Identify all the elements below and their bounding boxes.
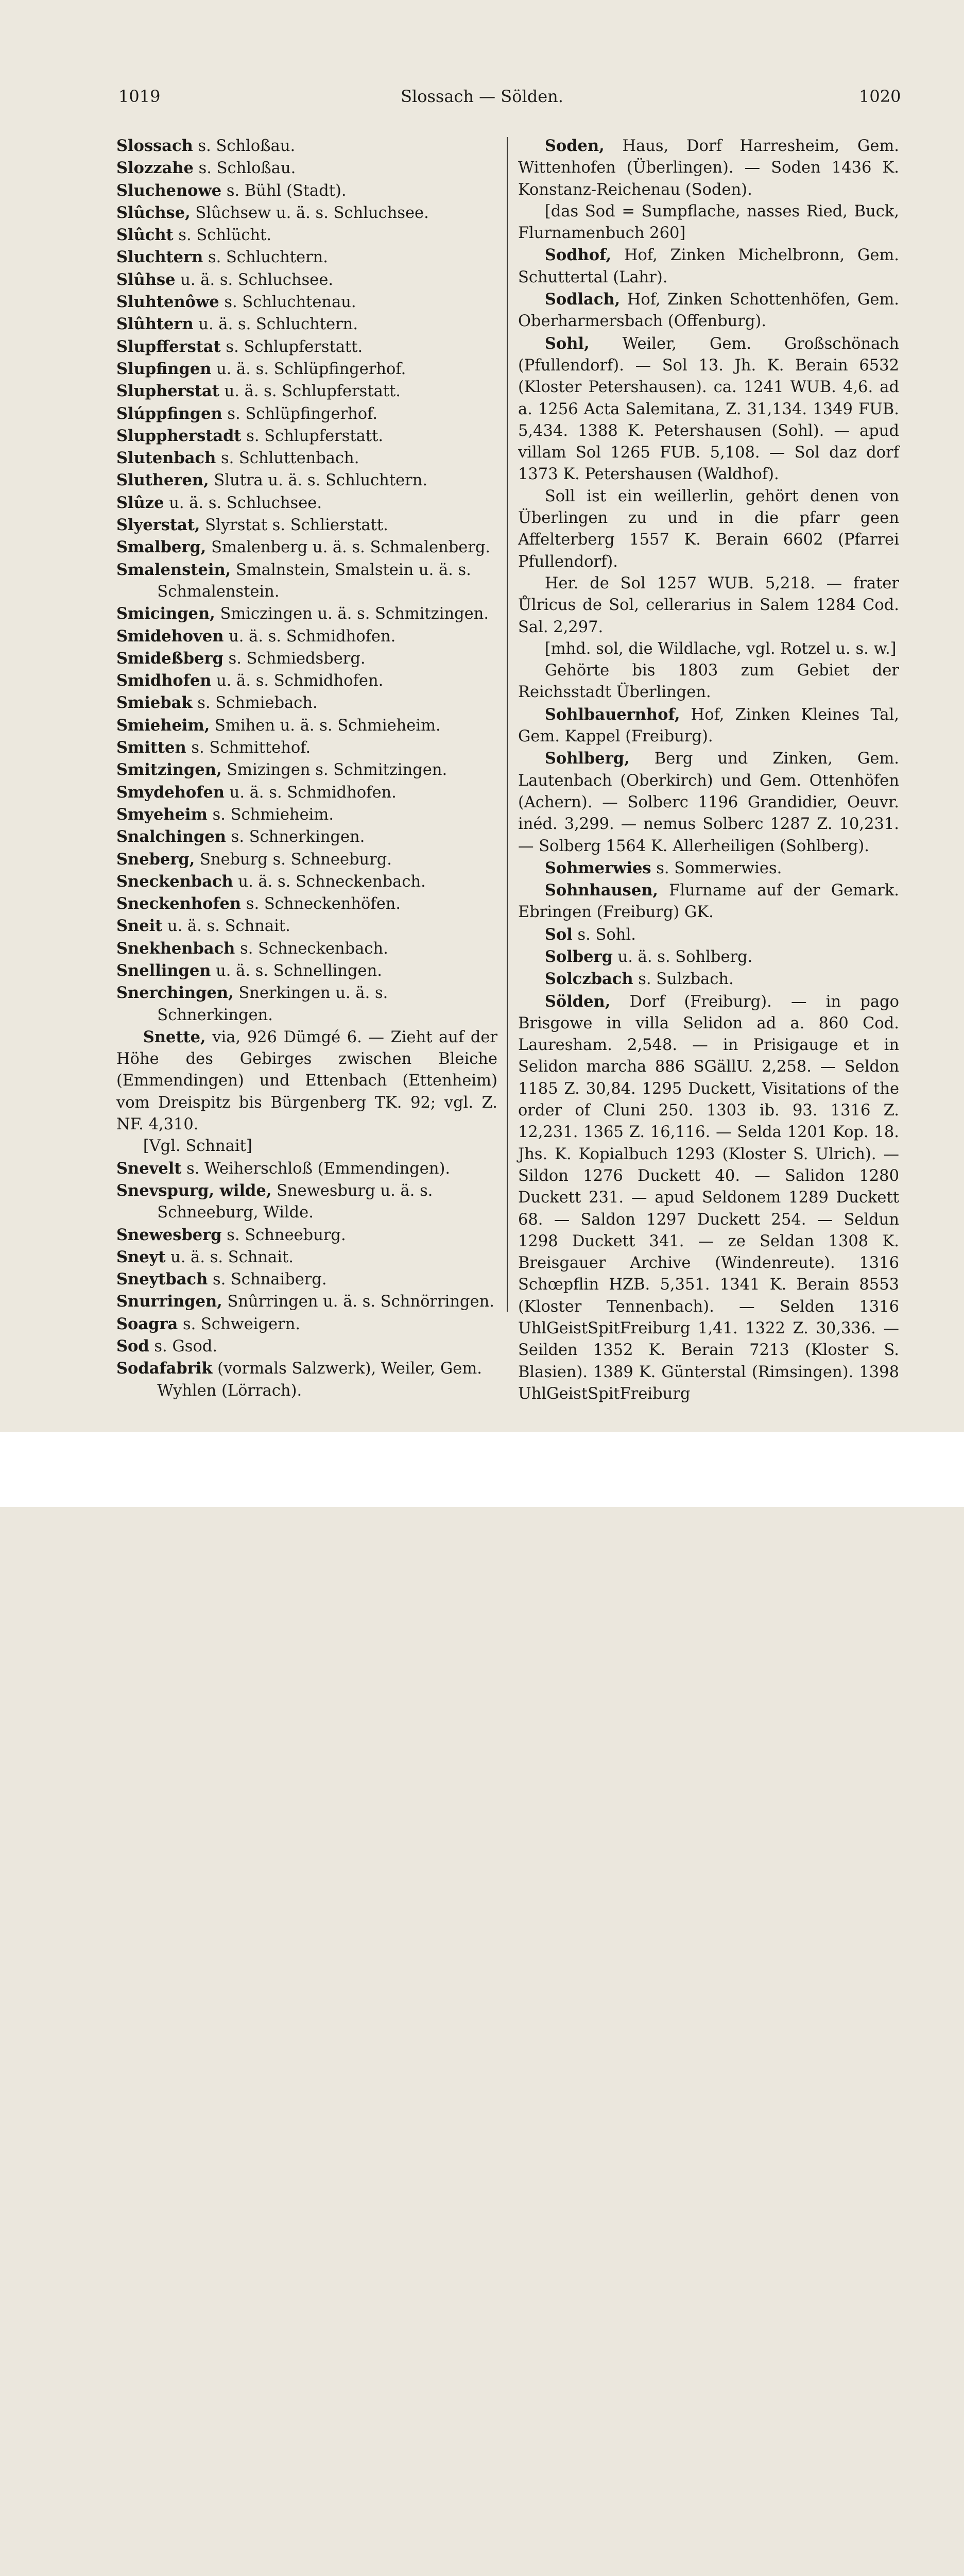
entry (116, 447, 497, 469)
entry-text: Snewesburg u. ä. s. Schneeburg, Wilde. (157, 1181, 433, 1222)
entry-text: Smiczingen u. ä. s. Schmitzingen. (215, 605, 489, 623)
headword: Snurringen, (116, 1292, 222, 1311)
entry (116, 603, 497, 625)
headword: Sneckenhofen (116, 894, 242, 913)
entry-text: Smalnstein, Smalstein u. ä. s. Schmalenstein. (157, 561, 471, 601)
headword: Slutheren, (116, 471, 209, 490)
entry-text: Snûrringen u. ä. s. Schnörringen. (222, 1293, 494, 1311)
headword: Slozzahe (116, 159, 194, 178)
right-column (518, 135, 899, 1405)
entry-text: Her. de Sol 1257 WUB. 5,218. — frater Ůlricus de Sol, cellerarius in Salem 1284 Cod. Sal. 2,297. (518, 574, 899, 636)
running-head: Slossach — Sölden. (401, 87, 563, 106)
entry-text: Soll ist ein weillerlin, gehört denen von Überlingen zu und in die pfarr geen Affelterberg 1557 K. Berain 6602 (Pfarrei Pfullendorf). (518, 487, 899, 571)
entry-text: Snerkingen u. ä. s. Schnerkingen. (157, 984, 388, 1024)
entry (116, 938, 497, 960)
entry (116, 826, 497, 848)
entry (116, 1268, 497, 1291)
headword: Sneckenbach (116, 872, 233, 891)
headword: Smiebak (116, 693, 193, 713)
headword: Soagra (116, 1314, 178, 1333)
entry (518, 924, 899, 946)
headword: Slûcht (116, 226, 174, 245)
entry (116, 536, 497, 558)
entry-text: s. Sohl. (572, 925, 636, 944)
page-number-right: 1020 (859, 87, 901, 106)
headword: Solczbach (544, 970, 633, 989)
headword: Slyerstat, (116, 516, 200, 535)
entry (116, 291, 497, 313)
entry (116, 1246, 497, 1268)
entry-text: u. ä. s. Schnellingen. (211, 961, 382, 980)
headword: Snerchingen, (116, 984, 234, 1003)
entry-text: Slutra u. ä. s. Schluchtern. (209, 471, 428, 490)
headword: Smideßberg (116, 649, 223, 668)
headword: Snevelt (116, 1159, 182, 1178)
headword: Sodafabrik (116, 1359, 213, 1378)
entry-text: s. Schlupferstatt. (241, 427, 384, 445)
entry (116, 692, 497, 714)
entry (116, 804, 497, 826)
entry-text: (vormals Salzwerk), Weiler, Gem. Wyhlen (Lörrach). (157, 1360, 482, 1400)
headword: Sohl, (544, 334, 590, 353)
entry (116, 715, 497, 737)
page-number-left: 1019 (118, 87, 161, 106)
headword: Smidhofen (116, 671, 212, 690)
entry-text: s. Schmiebach. (192, 694, 318, 713)
entry-text: s. Schweigern. (178, 1315, 301, 1333)
entry (116, 1180, 497, 1224)
entry-text: s. Schmieheim. (207, 805, 334, 824)
entry-text: u. ä. s. Schluchtern. (193, 315, 358, 334)
entry (116, 960, 497, 982)
headword: Sohmerwies (544, 858, 651, 877)
entry (116, 514, 497, 536)
entry (116, 336, 497, 358)
headword: Snalchingen (116, 827, 226, 846)
entry (116, 157, 497, 179)
entry (116, 759, 497, 781)
entry (116, 737, 497, 759)
headword: Slûhse (116, 270, 176, 289)
entry (518, 573, 899, 638)
entry (116, 313, 497, 335)
entry (518, 857, 899, 879)
headword: Snevspurg, wilde, (116, 1181, 272, 1200)
entry-text: s. Sulzbach. (633, 970, 734, 989)
headword: Smitten (116, 738, 186, 757)
entry (116, 1158, 497, 1180)
entry (518, 660, 899, 704)
entry (116, 1136, 497, 1157)
entry (116, 982, 497, 1026)
headword: Sneit (116, 917, 163, 936)
headword: Smydehofen (116, 783, 225, 802)
entry (518, 486, 899, 573)
column-divider (507, 137, 508, 1312)
headword: Smidehoven (116, 626, 224, 646)
headword: Slúppfingen (116, 404, 222, 423)
entry-text: [Vgl. Schnait] (143, 1137, 252, 1156)
entry (116, 469, 497, 492)
entry-text: u. ä. s. Schlüpfingerhof. (211, 360, 406, 378)
entry-text: Hof, Zinken Michelbronn, Gem. Schuttertal (Lahr). (518, 246, 899, 286)
headword: Sneyt (116, 1247, 166, 1266)
entry-text: s. Schneckenhöfen. (241, 895, 401, 913)
headword: Smalenstein, (116, 560, 231, 579)
footer-bar (0, 1432, 964, 1507)
entry (518, 991, 899, 1405)
entry-text: [das Sod = Sumpflache, nasses Ried, Buck, Flurnamenbuch 260] (518, 202, 899, 243)
entry-text: s. Sommerwies. (651, 859, 782, 877)
entry (518, 333, 899, 486)
headword: Sodlach, (544, 290, 621, 309)
entry-text: u. ä. s. Sohlberg. (612, 947, 753, 966)
entry (116, 648, 497, 670)
entry-text: s. Schlüpfingerhof. (222, 404, 378, 423)
entry (518, 879, 899, 924)
headword: Sohnhausen, (544, 881, 659, 900)
entry-text: Smizingen s. Schmitzingen. (221, 761, 447, 779)
entry (116, 1358, 497, 1402)
headword: Solberg (544, 947, 613, 966)
entry-text: u. ä. s. Schluchsee. (175, 270, 334, 289)
headword: Sluhtenôwe (116, 293, 219, 312)
entry (116, 1291, 497, 1313)
entry-text: u. ä. s. Schmidhofen. (223, 627, 396, 646)
entry-text: u. ä. s. Schlupferstatt. (219, 382, 401, 401)
entry (116, 849, 497, 871)
entry (116, 358, 497, 380)
headword: Slûhtern (116, 315, 194, 334)
entry (518, 946, 899, 968)
entry (116, 1026, 497, 1136)
headword: Slutenbach (116, 449, 216, 468)
entry (116, 1335, 497, 1358)
entry-text: s. Schneckenbach. (235, 939, 388, 958)
entry (116, 1313, 497, 1335)
headword: Snette, (143, 1027, 206, 1046)
entry-text: u. ä. s. Schmidhofen. (211, 672, 384, 690)
entry-text: Slyrstat s. Schlierstatt. (200, 516, 388, 535)
entry-text: Dorf (Freiburg). — in pago Brisgowe in villa Selidon ad a. 860 Cod. Lauresham. 2,548. — in Prisigauge et in Selidon marcha 886 SGällU. 2,258. — Seldon 1185 Z. 30,84. 1295 Duckett, Visitations of the order of Cluni 250. 1303 ib. 93. 1316 Z. 12,231. 1365 Z. 16,116. — Selda 1201 Kop. 18. Jhs. K. Kopialbuch 1293 (Kloster S. Ulrich). — Sildon 1276 Duckett 40. — Salidon 1280 Duckett 231. — apud Seldonem 1289 Duckett 68. — Saldon 1297 Duckett 254. — Seldun 1298 Duckett 341. — ze Seldan 1308 K. Breisgauer Archive (Windenreute). 1316 Schœpflin HZB. 5,351. 1341 K. Berain 8553 (Kloster Tennenbach). — Selden 1316 UhlGeistSpitFreiburg 1,41. 1322 Z. 30,336. — Seilden 1352 K. Berain 7213 (Kloster S. Blasien). 1389 K. Günterstal (Rimsingen). 1398 UhlGeistSpitFreiburg (518, 992, 899, 1403)
entry (116, 893, 497, 915)
headword: Slossach (116, 137, 193, 155)
entry (116, 380, 497, 402)
entry (518, 244, 899, 289)
entry-text: Slûchsew u. ä. s. Schluchsee. (190, 204, 429, 222)
entry (116, 202, 497, 224)
headword: Sluchtern (116, 248, 203, 267)
entry (116, 625, 497, 648)
headword: Slupherstat (116, 382, 219, 401)
entry-text: s. Weiherschloß (Emmendingen). (181, 1159, 451, 1178)
entry (116, 492, 497, 514)
entry (518, 968, 899, 990)
headword: Slûchse, (116, 203, 191, 222)
entry (116, 425, 497, 447)
headword: Snekhenbach (116, 939, 235, 958)
headword: Sneytbach (116, 1270, 208, 1289)
left-column (116, 135, 497, 1402)
headword: Sohlbauernhof, (544, 705, 680, 724)
entry-text: s. Schlücht. (173, 226, 272, 245)
entry-text: s. Schloßau. (193, 137, 296, 155)
entry-text: s. Schmiedsberg. (223, 649, 366, 668)
entry-text: Sneburg s. Schneeburg. (195, 850, 392, 869)
entry-text: s. Schneeburg. (221, 1226, 346, 1244)
headword: Slupfferstat (116, 337, 221, 356)
entry-text: s. Gsod. (149, 1337, 218, 1356)
entry-text: Smihen u. ä. s. Schmieheim. (210, 716, 441, 735)
headword: Smicingen, (116, 604, 215, 623)
headword: Smitzingen, (116, 760, 222, 779)
headword: Sohlberg, (544, 749, 630, 768)
entry-text: s. Schnerkingen. (226, 828, 365, 846)
headword: Sodhof, (544, 246, 612, 265)
entry (116, 180, 497, 202)
entry (518, 201, 899, 245)
headword: Slûze (116, 493, 164, 512)
entry (116, 403, 497, 425)
entry-text: Flurname auf der Gemark. Ebringen (Freiburg) GK. (518, 882, 899, 922)
headword: Sod (116, 1337, 149, 1356)
entry-text: Berg und Zinken, Gem. Lautenbach (Oberkirch) und Gem. Ottenhöfen (Achern). — Solberc 1196 Grandidier, Oeuvr. inéd. 3,299. — nemus Solberc 1287 Z. 10,231. — Solberg 1564 K. Allerheiligen (Sohlberg). (518, 750, 899, 855)
entry (116, 871, 497, 893)
entry-text: s. Schluchtern. (203, 248, 328, 267)
entry-text: Haus, Dorf Harresheim, Gem. Wittenhofen (Überlingen). — Soden 1436 K. Konstanz-Reichenau (Soden). (518, 137, 899, 199)
entry-text: s. Schnaiberg. (208, 1270, 327, 1289)
entry-text: Weiler, Gem. Großschönach (Pfullendorf). — Sol 13. Jh. K. Berain 6532 (Kloster Petershausen). ca. 1241 WUB. 4,6. ad a. 1256 Acta Salemitana, Z. 31,134. 1349 FUB. 5,434. 1388 K. Petershausen (Sohl). — apud villam Sol 1265 FUB. 5,108. — Sol daz dorf 1373 K. Petershausen (Waldhof). (518, 334, 899, 484)
entry-text: s. Schluttenbach. (216, 449, 359, 468)
headword: Sluppherstadt (116, 426, 242, 445)
headword: Sölden, (544, 992, 611, 1011)
entry-text: [mhd. sol, die Wildlache, vgl. Rotzel u. s. w.] (544, 639, 897, 658)
entry (116, 782, 497, 804)
headword: Sol (544, 925, 573, 944)
entry (518, 135, 899, 201)
headword: Snellingen (116, 961, 211, 980)
entry-text: Gehörte bis 1803 zum Gebiet der Reichsstadt Überlingen. (518, 662, 899, 702)
entry-text: s. Bühl (Stadt). (221, 181, 347, 200)
entry (116, 224, 497, 246)
entry-text: s. Schluchtenau. (219, 293, 356, 312)
entry-text: Hof, Zinken Schottenhöfen, Gem. Oberharmersbach (Offenburg). (518, 291, 899, 331)
entry-text: u. ä. s. Schneckenbach. (233, 872, 426, 891)
entry (116, 269, 497, 291)
entry (518, 638, 899, 660)
entry (518, 704, 899, 748)
headword: Soden, (544, 137, 605, 155)
entry-text: u. ä. s. Schmidhofen. (224, 783, 397, 802)
entry (116, 670, 497, 692)
entry-text: Smalenberg u. ä. s. Schmalenberg. (206, 538, 491, 557)
headword: Smieheim, (116, 716, 210, 735)
entry (116, 559, 497, 603)
headword: Smyeheim (116, 805, 208, 824)
headword: Snewesberg (116, 1225, 222, 1244)
entry-text: u. ä. s. Schluchsee. (164, 494, 322, 512)
entry (116, 1224, 497, 1246)
headword: Smalberg, (116, 538, 206, 557)
entry-text: s. Schmittehof. (186, 739, 311, 757)
entry (518, 289, 899, 333)
entry (518, 748, 899, 857)
entry-text: Hof, Zinken Kleines Tal, Gem. Kappel (Freiburg). (518, 705, 899, 746)
headword: Slupfingen (116, 359, 212, 378)
headword: Sluchenowe (116, 181, 222, 200)
entry-text: via, 926 Dümgé 6. — Zieht auf der Höhe des Gebirges zwischen Bleiche (Emmendingen) und Ettenbach (Ettenheim) vom Dreispitz bis Bürgenberg TK. 92; vgl. Z. NF. 4,310. (116, 1028, 497, 1134)
entry-text: u. ä. s. Schnait. (165, 1248, 294, 1266)
entry (116, 915, 497, 937)
entry-text: u. ä. s. Schnait. (162, 917, 290, 936)
entry (116, 246, 497, 268)
headword: Sneberg, (116, 850, 195, 869)
entry-text: s. Schloßau. (193, 159, 296, 178)
entry (116, 135, 497, 157)
entry-text: s. Schlupferstatt. (220, 337, 363, 356)
